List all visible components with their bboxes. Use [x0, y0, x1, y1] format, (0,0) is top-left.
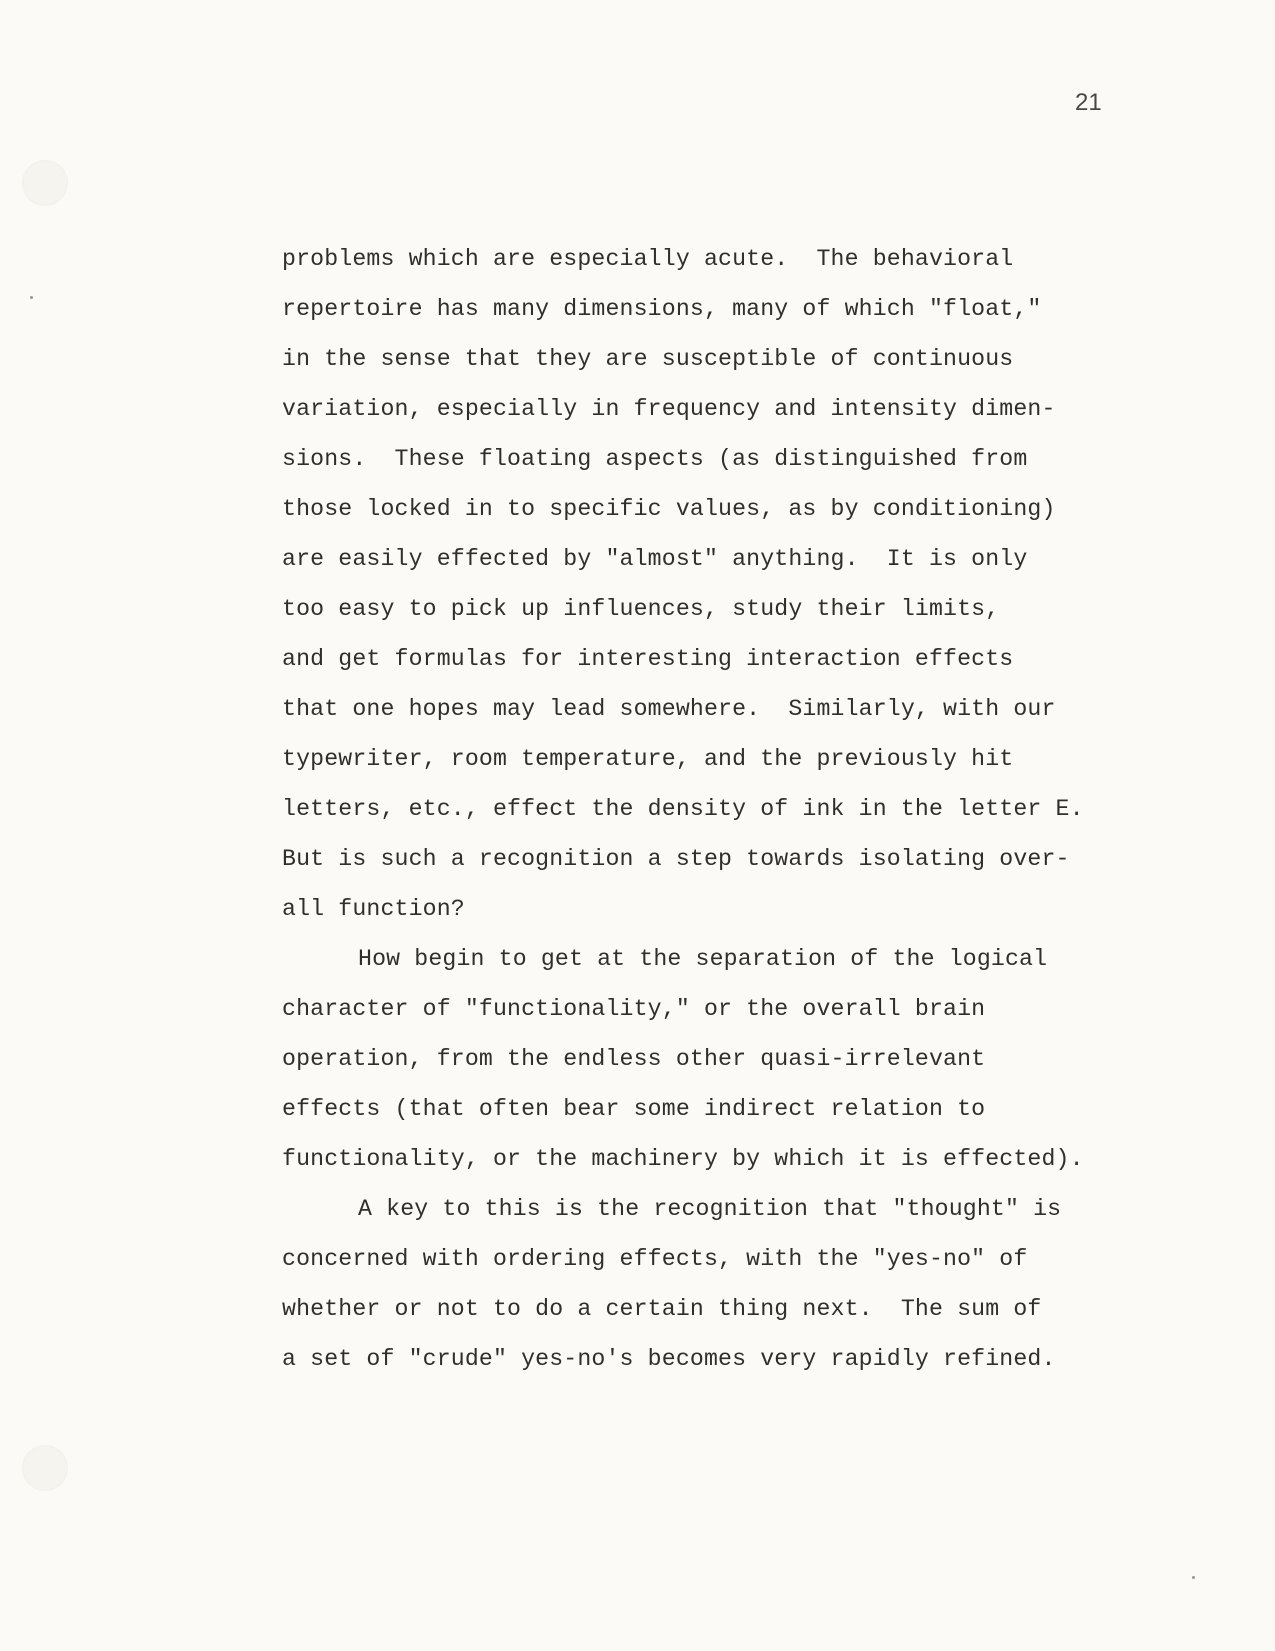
text-line: variation, especially in frequency and intensity dimen-: [282, 396, 1056, 422]
text-line: typewriter, room temperature, and the previously hit: [282, 746, 1014, 772]
text-line: effects (that often bear some indirect relation to: [282, 1096, 986, 1122]
text-line: functionality, or the machinery by which it is effected).: [282, 1146, 1084, 1172]
text-line: in the sense that they are susceptible of continuous: [282, 346, 1014, 372]
page-number: 21: [1075, 89, 1102, 116]
text-line: character of "functionality," or the overall brain: [282, 996, 986, 1022]
text-line: problems which are especially acute. The behavioral: [282, 246, 1014, 272]
text-line: But is such a recognition a step towards isolating over-: [282, 846, 1070, 872]
punch-hole-bottom: [22, 1445, 68, 1491]
text-line: all function?: [282, 896, 465, 922]
text-line: operation, from the endless other quasi-irrelevant: [282, 1046, 986, 1072]
paper-speck: [30, 296, 33, 299]
punch-hole-top: [22, 160, 68, 206]
text-line: sions. These floating aspects (as distinguished from: [282, 446, 1028, 472]
paragraph-start-line: How begin to get at the separation of the logical: [358, 946, 1048, 972]
text-line: letters, etc., effect the density of ink in the letter E.: [282, 796, 1084, 822]
text-line: are easily effected by "almost" anything. It is only: [282, 546, 1028, 572]
text-line: and get formulas for interesting interaction effects: [282, 646, 1014, 672]
text-line: a set of "crude" yes-no's becomes very rapidly refined.: [282, 1346, 1056, 1372]
text-line: concerned with ordering effects, with the "yes-no" of: [282, 1246, 1028, 1272]
text-line: those locked in to specific values, as by conditioning): [282, 496, 1056, 522]
text-line: too easy to pick up influences, study their limits,: [282, 596, 1000, 622]
text-line: repertoire has many dimensions, many of which "float,": [282, 296, 1042, 322]
paragraph-start-line: A key to this is the recognition that "thought" is: [358, 1196, 1062, 1222]
text-line: that one hopes may lead somewhere. Similarly, with our: [282, 696, 1056, 722]
text-line: whether or not to do a certain thing next. The sum of: [282, 1296, 1042, 1322]
paper-speck: [1192, 1576, 1195, 1579]
